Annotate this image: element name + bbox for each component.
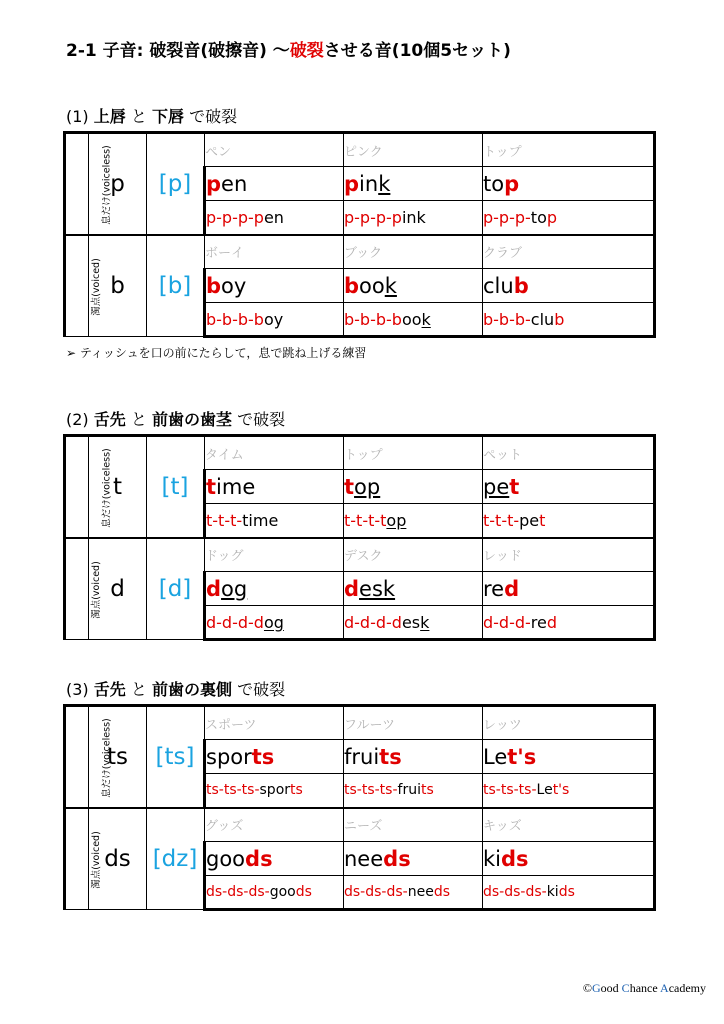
section-number: (3): [66, 680, 89, 699]
copyright-footer: ©Good Chance Academy: [582, 981, 706, 995]
practice-drill: b-b-b-boy: [205, 303, 344, 337]
section-join: と: [130, 107, 147, 126]
title-part2: させる音(10個5セット): [323, 41, 511, 61]
practice-drill: b-b-b-club: [483, 303, 655, 337]
example-word: pen: [205, 167, 344, 201]
example-word: red: [483, 572, 655, 606]
table-row: [65, 235, 655, 269]
kana-reading: ニーズ: [344, 808, 483, 842]
kana-reading: デスク: [344, 538, 483, 572]
example-word: goods: [205, 842, 344, 876]
kana-reading: ペット: [483, 436, 655, 470]
practice-drill: ts-ts-ts-Let's: [483, 774, 655, 808]
section-join: と: [130, 680, 147, 699]
kana-reading: ピンク: [344, 133, 483, 167]
example-word: sports: [205, 740, 344, 774]
section-suffix: で破裂: [189, 107, 238, 126]
kana-reading: レッツ: [483, 706, 655, 740]
letter: t: [89, 436, 147, 538]
ipa-symbol: [ts]: [147, 706, 205, 808]
section-part-a: 舌先: [93, 410, 126, 429]
row-label: 濁点(voiced): [65, 538, 89, 640]
kana-reading: ドッグ: [205, 538, 344, 572]
practice-drill: p-p-p-pink: [344, 201, 483, 235]
example-word: needs: [344, 842, 483, 876]
example-word: pet: [483, 470, 655, 504]
row-label: 息だけ(voiceless): [65, 706, 89, 808]
practice-drill: b-b-b-book: [344, 303, 483, 337]
example-word: boy: [205, 269, 344, 303]
kana-reading: タイム: [205, 436, 344, 470]
kana-reading: ペン: [205, 133, 344, 167]
kana-reading: トップ: [483, 133, 655, 167]
example-word: desk: [344, 572, 483, 606]
letter: b: [89, 235, 147, 337]
letter: d: [89, 538, 147, 640]
kana-reading: トップ: [344, 436, 483, 470]
practice-drill: t-t-t-top: [344, 504, 483, 538]
practice-drill: ts-ts-ts-fruits: [344, 774, 483, 808]
practice-drill: p-p-p-pen: [205, 201, 344, 235]
kana-reading: キッズ: [483, 808, 655, 842]
table-row: [65, 808, 655, 842]
example-word: dog: [205, 572, 344, 606]
table-row: [65, 436, 655, 470]
section-part-b: 前歯の歯茎: [151, 410, 232, 429]
page-title: [66, 36, 511, 61]
title-highlight: 破裂: [289, 41, 324, 61]
practice-drill: ts-ts-ts-sports: [205, 774, 344, 808]
section-part-b: 下唇: [151, 107, 184, 126]
practice-drill: p-p-p-top: [483, 201, 655, 235]
letter: ts: [89, 706, 147, 808]
example-word: fruits: [344, 740, 483, 774]
section-number: (2): [66, 410, 89, 429]
ipa-symbol: [dz]: [147, 808, 205, 910]
kana-reading: レッド: [483, 538, 655, 572]
example-word: Let's: [483, 740, 655, 774]
letter: ds: [89, 808, 147, 910]
practice-drill: d-d-d-red: [483, 606, 655, 640]
ipa-symbol: [t]: [147, 436, 205, 538]
row-label: 息だけ(voiceless): [65, 133, 89, 235]
practice-drill: d-d-d-dog: [205, 606, 344, 640]
section-3-heading: [66, 677, 285, 700]
example-word: book: [344, 269, 483, 303]
section-2-table: [63, 434, 656, 641]
kana-reading: フルーツ: [344, 706, 483, 740]
section-2-heading: [66, 407, 285, 430]
kana-reading: クラブ: [483, 235, 655, 269]
section-part-a: 上唇: [93, 107, 126, 126]
section-suffix: で破裂: [237, 680, 286, 699]
kana-reading: ブック: [344, 235, 483, 269]
section-number: (1): [66, 107, 89, 126]
table-row: [65, 706, 655, 740]
ipa-symbol: [p]: [147, 133, 205, 235]
kana-reading: ボーイ: [205, 235, 344, 269]
section-1-table: [63, 131, 656, 338]
example-word: time: [205, 470, 344, 504]
section-1-heading: [66, 104, 237, 127]
example-word: club: [483, 269, 655, 303]
section-3-table: [63, 704, 656, 911]
practice-drill: ds-ds-ds-goods: [205, 876, 344, 910]
practice-drill: t-t-t-time: [205, 504, 344, 538]
kana-reading: スポーツ: [205, 706, 344, 740]
practice-drill: t-t-t-pet: [483, 504, 655, 538]
letter: p: [89, 133, 147, 235]
ipa-symbol: [d]: [147, 538, 205, 640]
practice-drill: d-d-d-desk: [344, 606, 483, 640]
example-word: top: [483, 167, 655, 201]
section-suffix: で破裂: [237, 410, 286, 429]
section-join: と: [130, 410, 147, 429]
example-word: top: [344, 470, 483, 504]
kana-reading: グッズ: [205, 808, 344, 842]
row-label: 息だけ(voiceless): [65, 436, 89, 538]
example-word: kids: [483, 842, 655, 876]
section-part-b: 前歯の裏側: [151, 680, 232, 699]
section-part-a: 舌先: [93, 680, 126, 699]
example-word: pink: [344, 167, 483, 201]
row-label: 濁点(voiced): [65, 235, 89, 337]
practice-drill: ds-ds-ds-kids: [483, 876, 655, 910]
ipa-symbol: [b]: [147, 235, 205, 337]
table-row: [65, 538, 655, 572]
row-label: 濁点(voiced): [65, 808, 89, 910]
table-row: [65, 133, 655, 167]
title-part1: 2-1 子音: 破裂音(破擦音) ～: [66, 41, 290, 61]
practice-note: ➢ ティッシュを口の前にたらして，息で跳ね上げる練習: [66, 346, 367, 360]
practice-drill: ds-ds-ds-needs: [344, 876, 483, 910]
